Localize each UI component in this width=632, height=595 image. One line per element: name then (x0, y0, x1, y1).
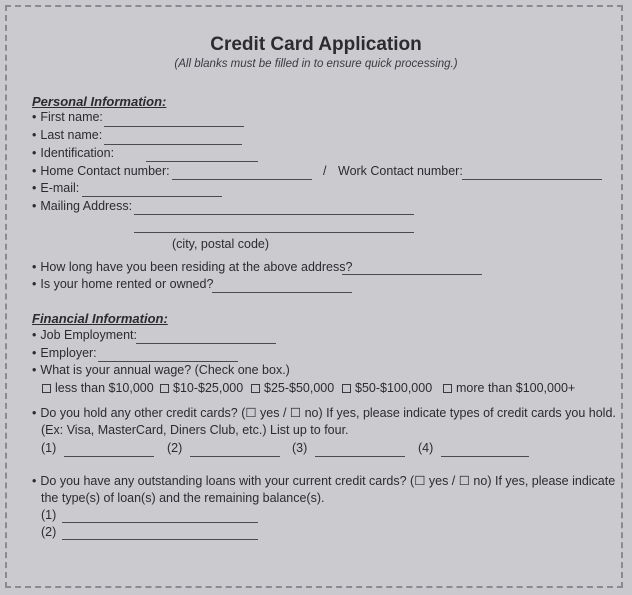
card-slot-4-field[interactable] (441, 456, 529, 457)
card-slot-2-field[interactable] (190, 456, 280, 457)
card-slot-2-label: (2) (167, 441, 183, 455)
identification-field[interactable] (146, 161, 258, 162)
mailing-address-label: • Mailing Address: (32, 199, 133, 213)
residing-question: • How long have you been residing at the above address? (32, 260, 353, 274)
wage-option-2[interactable]: $10-$25,000 (160, 381, 243, 395)
job-employment-label: • Job Employment: (32, 328, 137, 342)
employer-label: • Employer: (32, 346, 97, 360)
wage-checkbox-3[interactable] (251, 384, 260, 393)
personal-section-heading: Personal Information: (32, 94, 167, 109)
card-slot-4-label: (4) (418, 441, 434, 455)
card-slot-3-field[interactable] (315, 456, 405, 457)
other-cards-question-cont: (Ex: Visa, MasterCard, Diners Club, etc.) List up to four. (41, 423, 349, 437)
home-contact-label: • Home Contact number: (32, 164, 170, 178)
work-contact-label: Work Contact number: (338, 164, 463, 178)
loans-question: • Do you have any outstanding loans with your current credit cards? (☐ yes / ☐ no) If yes, please indicate (32, 474, 616, 488)
card-slot-1-field[interactable] (64, 456, 154, 457)
email-label: • E-mail: (32, 181, 80, 195)
rented-owned-field[interactable] (212, 292, 352, 293)
other-cards-question: • Do you hold any other credit cards? (☐ yes / ☐ no) If yes, please indicate types of credit cards you hold. (32, 406, 616, 420)
mailing-address-line1[interactable] (134, 214, 414, 215)
work-contact-field[interactable] (462, 179, 602, 180)
employer-field[interactable] (98, 361, 238, 362)
wage-checkbox-2[interactable] (160, 384, 169, 393)
home-contact-field[interactable] (172, 179, 312, 180)
last-name-field[interactable] (104, 144, 242, 145)
card-slot-3-label: (3) (292, 441, 308, 455)
wage-checkbox-5[interactable] (443, 384, 452, 393)
annual-wage-question: • What is your annual wage? (Check one box.) (32, 363, 290, 377)
city-postal-hint: (city, postal code) (172, 237, 270, 251)
mailing-address-line2[interactable] (134, 232, 414, 233)
wage-option-5[interactable]: more than $100,000+ (443, 381, 575, 395)
financial-section-heading: Financial Information: (32, 311, 168, 326)
card-slot-1-label: (1) (41, 441, 57, 455)
job-employment-field[interactable] (136, 343, 276, 344)
loans-question-cont: the type(s) of loan(s) and the remaining balance(s). (41, 491, 325, 505)
page-subtitle: (All blanks must be filled in to ensure quick processing.) (174, 58, 458, 70)
loan-slot-2-label: (2) (41, 525, 57, 539)
rented-owned-question: • Is your home rented or owned? (32, 277, 214, 291)
wage-option-3[interactable]: $25-$50,000 (251, 381, 334, 395)
contact-slash: / (323, 164, 327, 178)
loan-slot-1-field[interactable] (62, 522, 258, 523)
residing-field[interactable] (342, 274, 482, 275)
last-name-label: • Last name: (32, 128, 103, 142)
wage-checkbox-4[interactable] (342, 384, 351, 393)
identification-label: • Identification: (32, 146, 115, 160)
first-name-label: • First name: (32, 110, 103, 124)
wage-option-1[interactable]: less than $10,000 (42, 381, 154, 395)
email-field[interactable] (82, 196, 222, 197)
loan-slot-1-label: (1) (41, 508, 57, 522)
page-title: Credit Card Application (210, 34, 422, 55)
first-name-field[interactable] (104, 126, 244, 127)
wage-checkbox-1[interactable] (42, 384, 51, 393)
loan-slot-2-field[interactable] (62, 539, 258, 540)
wage-option-4[interactable]: $50-$100,000 (342, 381, 432, 395)
